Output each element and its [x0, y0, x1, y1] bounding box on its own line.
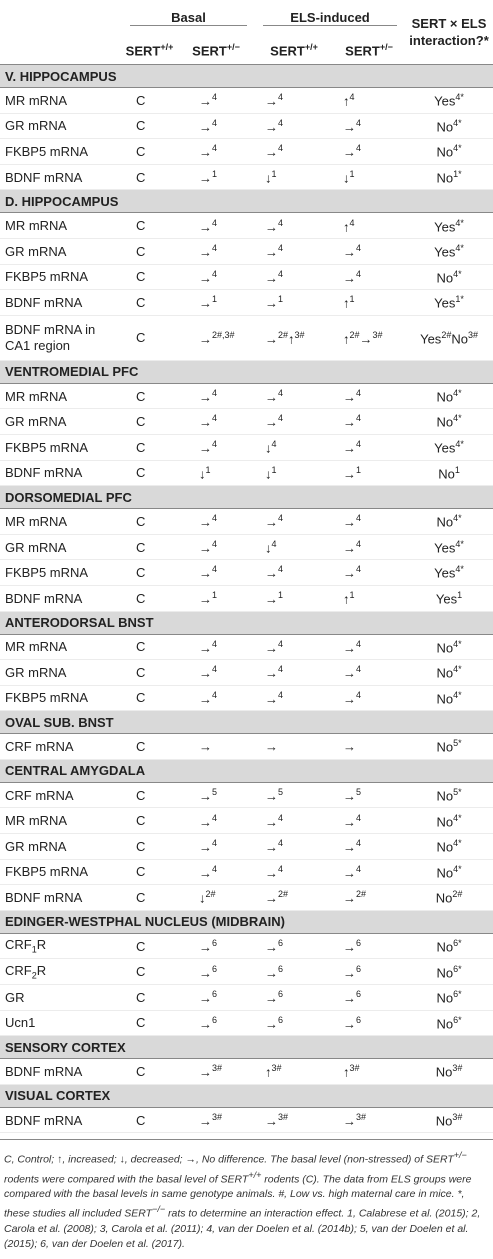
els-wt-cell: →$^4$ — [255, 238, 333, 264]
els-het-cell: ↑$^4$ — [333, 88, 405, 114]
els-het-cell: ↑$^1$ — [333, 585, 405, 611]
els-het-cell: ↑$^{3\#}$ — [333, 1059, 405, 1085]
control-cell: C — [122, 88, 177, 114]
row-label: GR mRNA — [0, 409, 122, 435]
interaction-cell: $No^{4*}$ — [405, 113, 493, 139]
control-cell: C — [122, 238, 177, 264]
control-cell: C — [122, 885, 177, 911]
section-header — [0, 360, 493, 383]
interaction-cell: $No^{2\#}$ — [405, 885, 493, 911]
els-het-cell: →$^4$ — [333, 660, 405, 686]
els-wt-cell: →$^4$ — [255, 88, 333, 114]
section-header — [0, 486, 493, 509]
table-row — [0, 660, 493, 686]
table-row — [0, 1010, 493, 1036]
basal-het-cell: →$^1$ — [177, 290, 255, 316]
interaction-cell: $No^{5*}$ — [405, 782, 493, 808]
section-title: V. HIPPOCAMPUS — [0, 65, 493, 88]
table-row — [0, 164, 493, 190]
basal-het-cell: ↓$^{2\#}$ — [177, 885, 255, 911]
els-het-cell: →$^6$ — [333, 1010, 405, 1036]
els-wt-cell: →$^4$ — [255, 509, 333, 535]
control-cell: C — [122, 1059, 177, 1085]
control-cell: C — [122, 509, 177, 535]
interaction-cell: $No^{6*}$ — [405, 933, 493, 959]
control-cell: C — [122, 139, 177, 165]
els-wt-cell: →$^1$ — [255, 585, 333, 611]
interaction-cell: Yes$^{4*}$ — [405, 88, 493, 114]
basal-het-cell: →$^1$ — [177, 164, 255, 190]
control-cell: C — [122, 634, 177, 660]
els-het-cell: →$^4$ — [333, 139, 405, 165]
els-het-cell: ↑$^4$ — [333, 213, 405, 239]
section-header — [0, 711, 493, 734]
control-cell: C — [122, 782, 177, 808]
els-wt-cell: →$^6$ — [255, 933, 333, 959]
els-het-cell: →$^4$ — [333, 685, 405, 711]
basal-het-cell: →$^4$ — [177, 409, 255, 435]
els-wt-cell: →$^4$ — [255, 634, 333, 660]
els-het-cell: →$^4$ — [333, 113, 405, 139]
row-label: MR mRNA — [0, 213, 122, 239]
els-het-cell: →$^4$ — [333, 560, 405, 586]
row-label: GR mRNA — [0, 534, 122, 560]
section-header — [0, 1036, 493, 1059]
els-wt-cell: →$^4$ — [255, 834, 333, 860]
table-row — [0, 213, 493, 239]
els-wt-cell: →$^{2\#}$↑$^{3\#}$ — [255, 315, 333, 360]
els-het-cell: →$^4$ — [333, 834, 405, 860]
table-row — [0, 509, 493, 535]
control-cell: C — [122, 409, 177, 435]
row-label: GR — [0, 985, 122, 1011]
els-het-cell: →$^4$ — [333, 383, 405, 409]
els-het-cell: →$^4$ — [333, 859, 405, 885]
els-het-cell: → — [333, 734, 405, 760]
basal-het-cell: →$^4$ — [177, 834, 255, 860]
table-row — [0, 383, 493, 409]
interaction-cell: $No^{4*}$ — [405, 834, 493, 860]
row-label: BDNF mRNA in CA1 region — [0, 315, 122, 360]
section-header — [0, 65, 493, 88]
table-row — [0, 113, 493, 139]
section-title: VISUAL CORTEX — [0, 1084, 493, 1107]
control-cell: C — [122, 534, 177, 560]
els-wt-cell: ↑$^{3\#}$ — [255, 1059, 333, 1085]
els-wt-cell: →$^4$ — [255, 409, 333, 435]
basal-het-cell: →$^4$ — [177, 434, 255, 460]
control-cell: C — [122, 1010, 177, 1036]
els-het-cell: →$^4$ — [333, 634, 405, 660]
control-cell: C — [122, 933, 177, 959]
control-cell: C — [122, 383, 177, 409]
els-het-cell: →$^4$ — [333, 264, 405, 290]
els-wt-cell: →$^4$ — [255, 859, 333, 885]
row-label: BDNF mRNA — [0, 164, 122, 190]
els-wt-cell: → — [255, 734, 333, 760]
interaction-cell: No$^1$ — [405, 460, 493, 486]
basal-het-cell: →$^4$ — [177, 139, 255, 165]
els-het-cell: →$^4$ — [333, 509, 405, 535]
section-title: OVAL SUB. BNST — [0, 711, 493, 734]
control-cell: C — [122, 164, 177, 190]
interaction-cell: $No^{4*}$ — [405, 685, 493, 711]
control-cell: C — [122, 434, 177, 460]
col-basal-het: SERT+/− — [177, 36, 255, 65]
control-cell: C — [122, 734, 177, 760]
els-het-cell: →$^4$ — [333, 409, 405, 435]
section-title: CENTRAL AMYGDALA — [0, 759, 493, 782]
interaction-cell: Yes$^{4*}$ — [405, 560, 493, 586]
control-cell: C — [122, 859, 177, 885]
interaction-cell: $No^{6*}$ — [405, 959, 493, 985]
row-label: $CRF_1R$ — [0, 933, 122, 959]
section-title: DORSOMEDIAL PFC — [0, 486, 493, 509]
els-het-cell: →$^4$ — [333, 434, 405, 460]
els-wt-cell: →$^5$ — [255, 782, 333, 808]
col-els-het: SERT+/− — [333, 36, 405, 65]
row-label: Ucn1 — [0, 1010, 122, 1036]
els-het-cell: →$^4$ — [333, 808, 405, 834]
table-row — [0, 460, 493, 486]
row-label: MR mRNA — [0, 634, 122, 660]
basal-het-cell: →$^4$ — [177, 113, 255, 139]
basal-het-cell: →$^4$ — [177, 534, 255, 560]
control-cell: C — [122, 560, 177, 586]
row-label: BDNF mRNA — [0, 1107, 122, 1133]
interaction-cell: $No^{6*}$ — [405, 1010, 493, 1036]
row-label: FKBP5 mRNA — [0, 560, 122, 586]
basal-het-cell: →$^{2\#,3\#}$ — [177, 315, 255, 360]
els-wt-cell: →$^{3\#}$ — [255, 1107, 333, 1133]
table-row — [0, 585, 493, 611]
interaction-cell: $No^{4*}$ — [405, 139, 493, 165]
control-cell: C — [122, 113, 177, 139]
basal-het-cell: →$^4$ — [177, 685, 255, 711]
els-wt-cell: →$^4$ — [255, 685, 333, 711]
els-het-cell: →$^{3\#}$ — [333, 1107, 405, 1133]
control-cell: C — [122, 1107, 177, 1133]
section-title: SENSORY CORTEX — [0, 1036, 493, 1059]
row-label: CRF mRNA — [0, 734, 122, 760]
basal-het-cell: →$^6$ — [177, 959, 255, 985]
row-label: BDNF mRNA — [0, 585, 122, 611]
row-label: MR mRNA — [0, 808, 122, 834]
table-row — [0, 264, 493, 290]
interaction-cell: $No^{3\#}$ — [405, 1059, 493, 1085]
interaction-cell: $Yes^{2\#}No^{3\#}$ — [405, 315, 493, 360]
basal-het-cell: → — [177, 734, 255, 760]
table-row — [0, 933, 493, 959]
row-label: FKBP5 mRNA — [0, 139, 122, 165]
els-het-cell: ↑$^{2\#}$→$^{3\#}$ — [333, 315, 405, 360]
table-row — [0, 1107, 493, 1133]
table-row — [0, 1059, 493, 1085]
els-wt-cell: →$^6$ — [255, 1010, 333, 1036]
control-cell: C — [122, 264, 177, 290]
basal-het-cell: →$^4$ — [177, 264, 255, 290]
control-cell: C — [122, 808, 177, 834]
els-header: ELS-induced — [255, 0, 405, 36]
section-title: D. HIPPOCAMPUS — [0, 190, 493, 213]
els-wt-cell: →$^4$ — [255, 113, 333, 139]
section-header — [0, 910, 493, 933]
section-title: ANTERODORSAL BNST — [0, 611, 493, 634]
interaction-cell: Yes$^{4*}$ — [405, 434, 493, 460]
interaction-cell: $No^{4*}$ — [405, 859, 493, 885]
basal-het-cell: →$^6$ — [177, 933, 255, 959]
interaction-header: SERT × ELS interaction?* — [405, 0, 493, 65]
interaction-cell: Yes$^{4*}$ — [405, 213, 493, 239]
basal-het-cell: →$^4$ — [177, 238, 255, 264]
interaction-cell: Yes$^{1*}$ — [405, 290, 493, 316]
els-wt-cell: ↓$^1$ — [255, 164, 333, 190]
control-cell: C — [122, 213, 177, 239]
control-cell: C — [122, 660, 177, 686]
row-label: FKBP5 mRNA — [0, 685, 122, 711]
section-header — [0, 611, 493, 634]
section-header — [0, 1084, 493, 1107]
interaction-cell: $No^{4*}$ — [405, 509, 493, 535]
els-wt-cell: →$^4$ — [255, 808, 333, 834]
basal-het-cell: →$^4$ — [177, 660, 255, 686]
interaction-cell: $No^{4*}$ — [405, 383, 493, 409]
els-het-cell: →$^1$ — [333, 460, 405, 486]
basal-het-cell: →$^5$ — [177, 782, 255, 808]
interaction-cell: $No^{4*}$ — [405, 634, 493, 660]
row-label: CRF mRNA — [0, 782, 122, 808]
table-row — [0, 560, 493, 586]
els-het-cell: ↓$^1$ — [333, 164, 405, 190]
els-wt-cell: →$^6$ — [255, 959, 333, 985]
basal-het-cell: →$^{3\#}$ — [177, 1059, 255, 1085]
row-label: BDNF mRNA — [0, 885, 122, 911]
els-wt-cell: →$^4$ — [255, 660, 333, 686]
els-wt-cell: →$^{2\#}$ — [255, 885, 333, 911]
table-row — [0, 834, 493, 860]
basal-het-cell: →$^4$ — [177, 808, 255, 834]
basal-het-cell: →$^4$ — [177, 634, 255, 660]
table-row — [0, 808, 493, 834]
control-cell: C — [122, 315, 177, 360]
interaction-cell: $No^{3\#}$ — [405, 1107, 493, 1133]
col-els-wt: SERT+/+ — [255, 36, 333, 65]
table-row — [0, 859, 493, 885]
els-wt-cell: →$^4$ — [255, 560, 333, 586]
section-header — [0, 759, 493, 782]
table-row — [0, 634, 493, 660]
table-row — [0, 238, 493, 264]
table-body — [0, 65, 493, 1133]
basal-het-cell: →$^4$ — [177, 213, 255, 239]
table-row — [0, 534, 493, 560]
row-label: GR mRNA — [0, 660, 122, 686]
interaction-cell: Yes$^{4*}$ — [405, 534, 493, 560]
row-label: FKBP5 mRNA — [0, 859, 122, 885]
interaction-cell: $No^{4*}$ — [405, 264, 493, 290]
els-het-cell: →$^6$ — [333, 933, 405, 959]
els-wt-cell: ↓$^4$ — [255, 534, 333, 560]
table-row — [0, 434, 493, 460]
table-footnote: C, Control; ↑, increased; ↓, decreased; →, No difference. The basal level (non-stressed) of SERT+/− rodents were compared with the basal level of SERT+/+ rodents (C). The data from ELS groups were compared with the basal levels in same genotype animals. #, Low vs. high maternal care in mice. *, these studies all included SERT−/− rats to determine an interaction effect. 1, Calabrese et al. (2015); 2, Carola et al. (2008); 3, Carola et al. (2011); 4, van der Doelen et al. (2014b); 5, van der Doelen et al. (2015); 6, van der Doelen et al. (2017). — [0, 1139, 493, 1252]
row-label: GR mRNA — [0, 834, 122, 860]
basal-het-cell: →$^4$ — [177, 509, 255, 535]
interaction-cell: $No^{6*}$ — [405, 985, 493, 1011]
els-wt-cell: →$^4$ — [255, 264, 333, 290]
els-wt-cell: →$^4$ — [255, 383, 333, 409]
basal-het-cell: →$^4$ — [177, 88, 255, 114]
table-row — [0, 88, 493, 114]
table-row — [0, 782, 493, 808]
row-label: GR mRNA — [0, 113, 122, 139]
interaction-cell: Yes$^{4*}$ — [405, 238, 493, 264]
table-row — [0, 959, 493, 985]
row-label: MR mRNA — [0, 383, 122, 409]
els-het-cell: ↑$^1$ — [333, 290, 405, 316]
control-cell: C — [122, 685, 177, 711]
row-label: BDNF mRNA — [0, 290, 122, 316]
table-row — [0, 290, 493, 316]
row-label: GR mRNA — [0, 238, 122, 264]
control-cell: C — [122, 460, 177, 486]
table-row — [0, 885, 493, 911]
table-row — [0, 409, 493, 435]
basal-het-cell: →$^{3\#}$ — [177, 1107, 255, 1133]
els-wt-cell: →$^4$ — [255, 213, 333, 239]
table-row — [0, 315, 493, 360]
row-label: MR mRNA — [0, 509, 122, 535]
control-cell: C — [122, 585, 177, 611]
interaction-cell: $No^{4*}$ — [405, 660, 493, 686]
els-wt-cell: ↓$^4$ — [255, 434, 333, 460]
interaction-cell: $No^{1*}$ — [405, 164, 493, 190]
col-basal-wt: SERT+/+ — [122, 36, 177, 65]
control-cell: C — [122, 985, 177, 1011]
els-wt-cell: →$^1$ — [255, 290, 333, 316]
els-wt-cell: →$^6$ — [255, 985, 333, 1011]
interaction-cell: Yes$^1$ — [405, 585, 493, 611]
table-row — [0, 685, 493, 711]
control-cell: C — [122, 834, 177, 860]
interaction-cell: $No^{5*}$ — [405, 734, 493, 760]
basal-het-cell: ↓$^1$ — [177, 460, 255, 486]
section-title: EDINGER-WESTPHAL NUCLEUS (MIDBRAIN) — [0, 910, 493, 933]
row-label: $CRF_2R$ — [0, 959, 122, 985]
els-het-cell: →$^4$ — [333, 534, 405, 560]
basal-het-cell: →$^4$ — [177, 560, 255, 586]
els-het-cell: →$^6$ — [333, 959, 405, 985]
row-label: BDNF mRNA — [0, 1059, 122, 1085]
els-het-cell: →$^5$ — [333, 782, 405, 808]
interaction-cell: $No^{4*}$ — [405, 409, 493, 435]
row-label: FKBP5 mRNA — [0, 434, 122, 460]
els-het-cell: →$^{2\#}$ — [333, 885, 405, 911]
row-label: BDNF mRNA — [0, 460, 122, 486]
table-row — [0, 734, 493, 760]
basal-het-cell: →$^6$ — [177, 985, 255, 1011]
table-row — [0, 139, 493, 165]
row-label: FKBP5 mRNA — [0, 264, 122, 290]
els-het-cell: →$^6$ — [333, 985, 405, 1011]
basal-header: Basal — [122, 0, 255, 36]
interaction-cell: $No^{4*}$ — [405, 808, 493, 834]
row-label: MR mRNA — [0, 88, 122, 114]
control-cell: C — [122, 959, 177, 985]
basal-het-cell: →$^4$ — [177, 383, 255, 409]
basal-het-cell: →$^6$ — [177, 1010, 255, 1036]
basal-het-cell: →$^1$ — [177, 585, 255, 611]
els-wt-cell: →$^4$ — [255, 139, 333, 165]
els-wt-cell: ↓$^1$ — [255, 460, 333, 486]
table-row — [0, 985, 493, 1011]
els-het-cell: →$^4$ — [333, 238, 405, 264]
basal-het-cell: →$^4$ — [177, 859, 255, 885]
control-cell: C — [122, 290, 177, 316]
section-title: VENTROMEDIAL PFC — [0, 360, 493, 383]
section-header — [0, 190, 493, 213]
